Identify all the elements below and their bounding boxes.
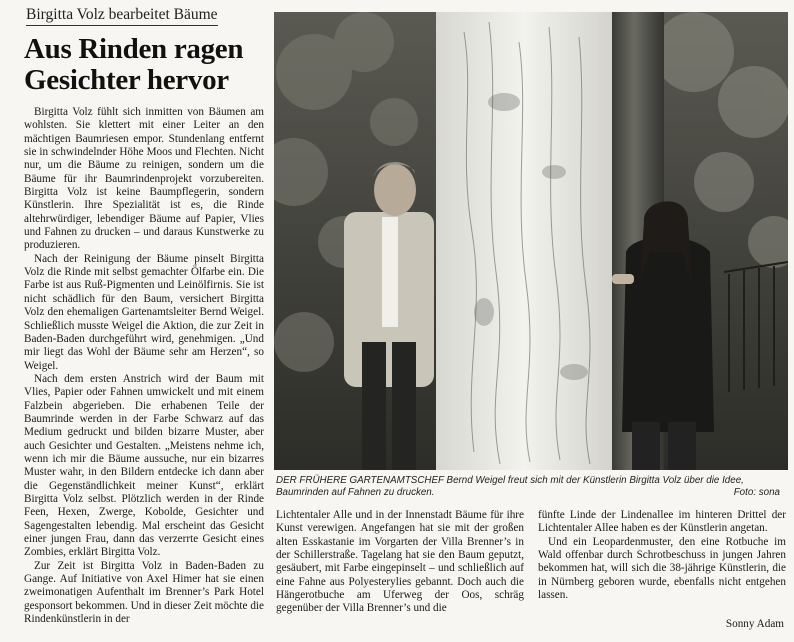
middle-column-text: Lichtentaler Alle und in der Innenstadt Bäume für ihre Kunst verewigen. Angefangen hat sie mit der großen alten Esskastanie im Vorgarten der Villa Brenner’s in der Schillerstraße. Tagelang hat sie den Baum geputzt, gesäubert, mit Farbe eingepinselt – und schließlich auf eine Fahne aus Polyesterylies gebannt. Doch auch die Hängerotbuche am Uferweg der Oos, schräg gegenüber der Villa Brenner’s und die — [276, 509, 524, 615]
article-author: Sonny Adam — [725, 618, 784, 630]
article-body-left-column — [24, 106, 264, 626]
photo-caption — [276, 475, 784, 499]
paragraph-3: Nach dem ersten Anstrich wird der Baum mit Vlies, Papier oder Fahnen umwickelt und mit einem Falzbein abgerieben. Die erhabenen Teile der Baumrinde werden in der Farbe Schwarz auf das Medium gedruckt und bilden bizarre Muster, aber auch Gesichter und Gestalten. „Meistens nehme ich, wenn ich mir die Bäume aussuche, nur ein bizarres Muster wahr, in den Bildern entdecke ich dann aber die Gegenständlichkeit meiner Kunst“, erklärt Birgitta Volz selbst. Plötzlich werden in der Rinde Feen, Hexen, Zwerge, Kobolde, Gesichter und Sagengestalten lebendig. Mal erscheint das Gesicht einer jungen Frau, dann das verzerrte Gesicht eines Zombies, erklärt Birgitta Volz. — [24, 372, 264, 559]
article-headline — [24, 34, 274, 96]
paragraph-2: Nach der Reinigung der Bäume pinselt Birgitta Volz die Rinde mit selbst gemachter Ölfarbe ein. Die Farbe ist aus Ruß-Pigmenten und Leinölfirnis. Sie ist nicht schädlich für den Baum, versichert Birgitta Volz den ehemaligen Gartenamtsleiter Bernd Weigel. Schließlich musste Weigel die Aktion, die zur Zeit in Baden-Baden durchgeführt wird, genehmigen. „Und mir liegt das Wohl der Bäume sehr am Herzen“, so Weigel. — [24, 252, 264, 372]
paragraph-4: Zur Zeit ist Birgitta Volz in Baden-Baden zu Gange. Auf Initiative von Axel Himer hat sie einen zweimonatigen Aufenthalt im Brenner’s Park Hotel gesponsort bekommen. Und in dieser Zeit möchte die Rindenkünstlerin in der — [24, 559, 264, 626]
article-body-right-column — [538, 509, 786, 602]
right-column-text-2: Und ein Leopardenmuster, den eine Rotbuche im Wald offenbar durch Schrotbeschuss in jungen Jahren bekommen hat, will sich die 38-jährige Künstlerin, die in Nürnberg geboren wurde, ebenfalls nicht entgehen lassen. — [538, 535, 786, 602]
article-body-middle-column — [276, 509, 524, 616]
photo-illustration — [274, 12, 788, 470]
photo-credit: Foto: sona — [733, 487, 780, 498]
right-column-text: fünfte Linde der Lindenallee im hinteren Drittel der Lichtentaler Allee haben es der Künstlerin angetan. — [538, 509, 786, 535]
article-kicker: Birgitta Volz bearbeitet Bäume — [26, 6, 218, 26]
caption-text: DER FRÜHERE GARTENAMTSCHEF Bernd Weigel freut sich mit der Künstlerin Birgitta Volz über die Idee, Baumrinden auf Fahnen zu drucken. — [276, 475, 744, 498]
headline-line-1: Aus Rinden ragen — [24, 33, 244, 65]
paragraph-1: Birgitta Volz fühlt sich inmitten von Bäumen am wohlsten. Sie klettert mit einer Leiter an den mächtigen Baumriesen empor. Stundenlang entfernt sie in schwindelnder Höhe Moos und Flechten. Nicht nur, um die Bäume zu reinigen, sondern um die Bäume für ihr Baumrindenprojekt vorzubereiten. Birgitta Volz ist keine Baumpflegerin, sondern Künstlerin. Ihre Spezialität ist es, die Rinde altehrwürdiger, lebendiger Bäume auf Papier, Vlies und Fahnen zu drucken – und daraus Kunstwerke zu produzieren. — [24, 106, 264, 252]
article-photo — [274, 12, 788, 470]
headline-line-2: Gesichter hervor — [24, 64, 229, 96]
